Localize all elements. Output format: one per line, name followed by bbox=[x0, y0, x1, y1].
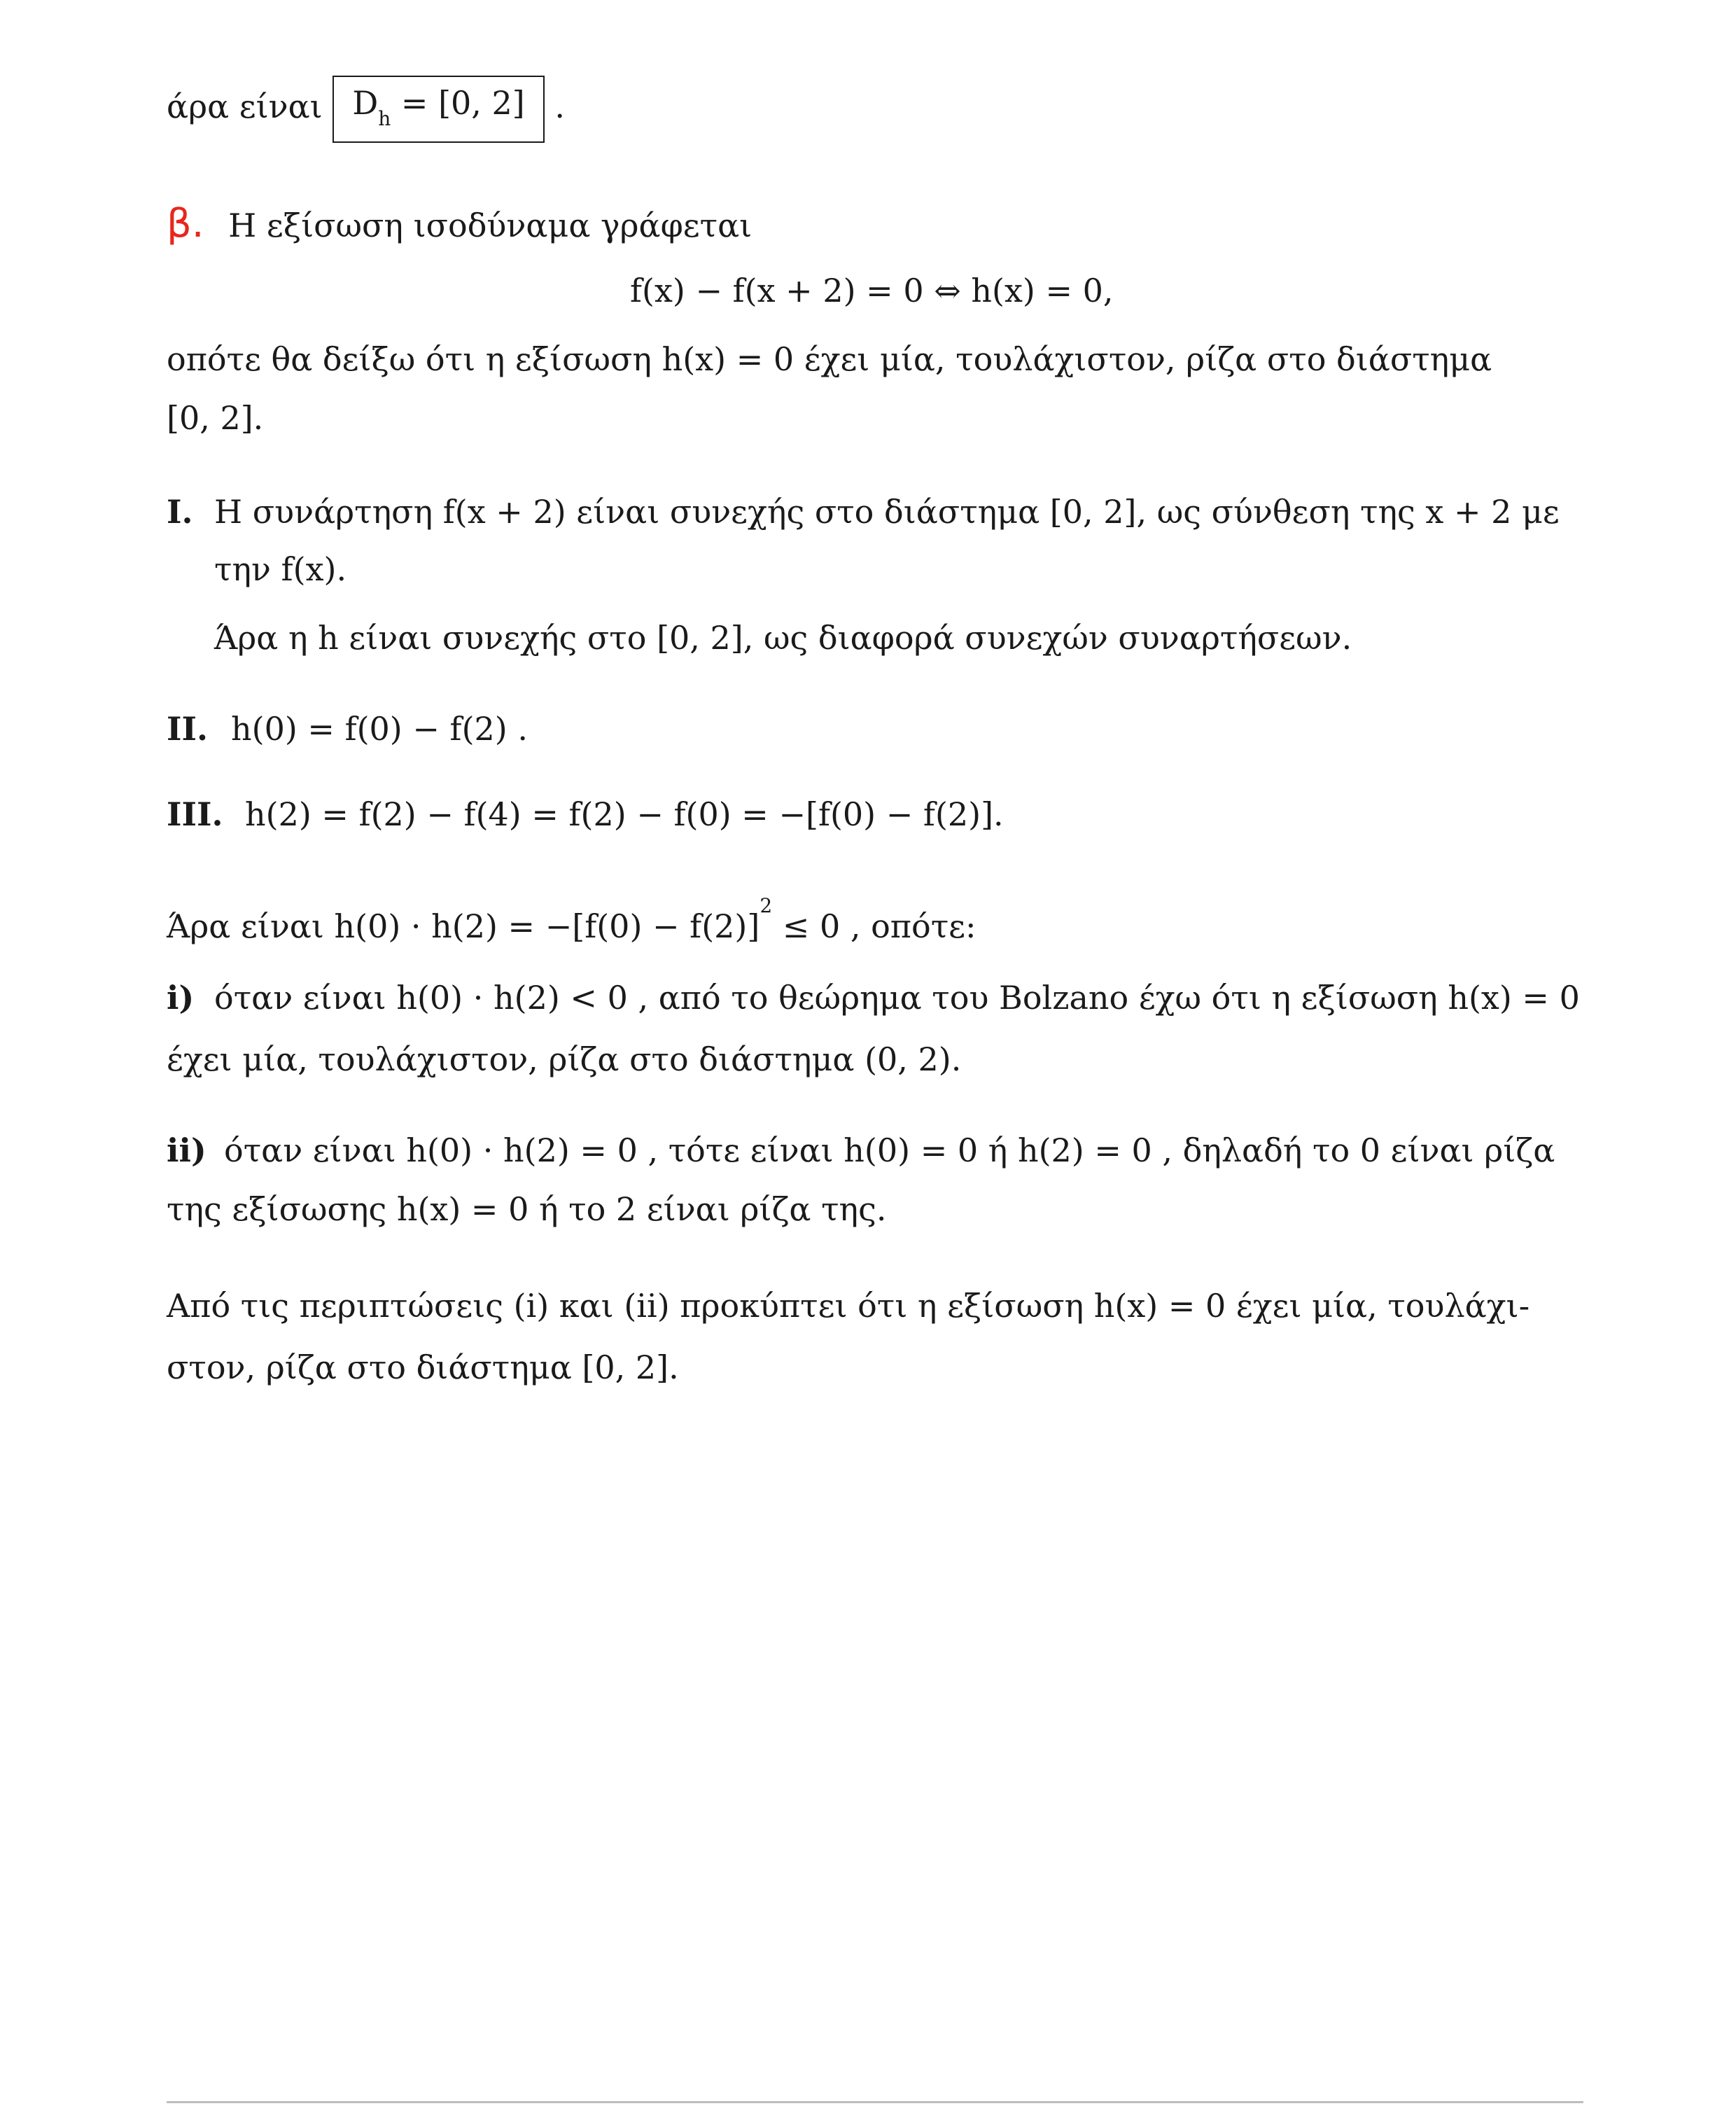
case-1-label: i) bbox=[167, 979, 195, 1017]
case-2-line-2: της εξίσωσης h(x) = 0 ή το 2 είναι ρίζα της. bbox=[167, 1190, 887, 1228]
paragraph-2 bbox=[167, 894, 976, 945]
case-1-line-1: όταν είναι h(0) · h(2) < 0 , από το θεώρημα του Bolzano έχω ότι η εξίσωση h(x) = 0 bbox=[214, 979, 1580, 1017]
item-2-text: h(0) = f(0) − f(2) . bbox=[231, 710, 528, 748]
item-3-text: h(2) = f(2) − f(4) = f(2) − f(0) = −[f(0) − f(2)]. bbox=[245, 795, 1004, 833]
domain-value: = [0, 2] bbox=[391, 84, 525, 122]
domain-subscript: h bbox=[378, 107, 391, 130]
item-1-label: I. bbox=[167, 493, 193, 531]
conclusion-line-1: Από τις περιπτώσεις (i) και (ii) προκύπτει ότι η εξίσωση h(x) = 0 έχει μία, τουλάχι- bbox=[167, 1287, 1530, 1325]
beta-label: β. bbox=[167, 201, 204, 246]
domain-period: . bbox=[554, 88, 566, 125]
paragraph-2-exponent: 2 bbox=[760, 894, 773, 917]
case-2-label: ii) bbox=[167, 1131, 206, 1169]
item-1-line-1: Η συνάρτηση f(x + 2) είναι συνεχής στο διάστημα [0, 2], ως σύνθεση της x + 2 με bbox=[214, 493, 1560, 531]
paragraph-2-tail: ≤ 0 , οπότε: bbox=[772, 907, 976, 945]
case-2-line-1: όταν είναι h(0) · h(2) = 0 , τότε είναι h(0) = 0 ή h(2) = 0 , δηλαδή το 0 είναι ρίζα bbox=[224, 1131, 1555, 1169]
footer-rule bbox=[167, 2101, 1583, 2103]
item-1-line-3: Άρα η h είναι συνεχής στο [0, 2], ως διαφορά συνεχών συναρτήσεων. bbox=[214, 619, 1352, 657]
paragraph-1-line-2: [0, 2]. bbox=[167, 399, 264, 437]
domain-symbol: D bbox=[352, 84, 379, 122]
beta-text: Η εξίσωση ισοδύναμα γράφεται bbox=[228, 207, 752, 244]
equation-main: f(x) − f(x + 2) = 0 ⇔ h(x) = 0, bbox=[630, 272, 1114, 309]
case-1-line-2: έχει μία, τουλάχιστον, ρίζα στο διάστημα (0, 2). bbox=[167, 1040, 962, 1078]
paragraph-1-line-1: οπότε θα δείξω ότι η εξίσωση h(x) = 0 έχει μία, τουλάχιστον, ρίζα στο διάστημα bbox=[167, 340, 1492, 378]
domain-intro: άρα είναι bbox=[167, 88, 323, 125]
paragraph-2-expression: Άρα είναι h(0) · h(2) = −[f(0) − f(2)] bbox=[167, 907, 760, 945]
item-1-line-2: την f(x). bbox=[214, 550, 347, 588]
line-domain bbox=[167, 76, 565, 143]
section-beta bbox=[167, 201, 752, 246]
item-2-label: II. bbox=[167, 710, 209, 748]
conclusion-line-2: στον, ρίζα στο διάστημα [0, 2]. bbox=[167, 1348, 679, 1386]
domain-result-box bbox=[332, 76, 544, 143]
item-3-label: III. bbox=[167, 795, 223, 833]
